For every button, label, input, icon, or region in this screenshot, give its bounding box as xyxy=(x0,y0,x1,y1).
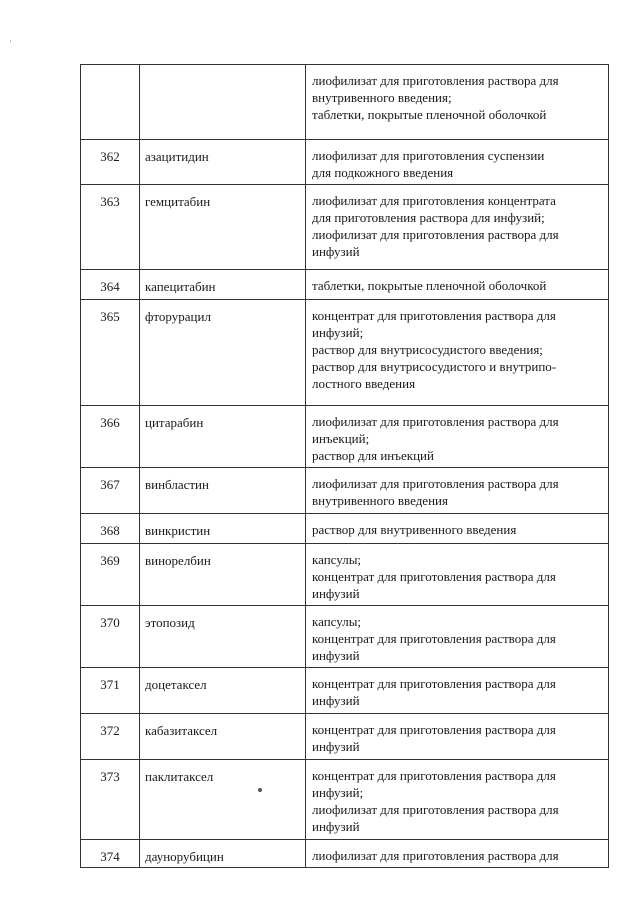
row-number: 362 xyxy=(81,140,140,185)
row-number: 373 xyxy=(81,760,140,840)
dosage-form-line: концентрат для приготовления раствора для xyxy=(312,569,556,584)
dosage-form-line: для приготовления раствора для инфузий; xyxy=(312,210,545,225)
dosage-form-line: раствор для внутрисосудистого введения; xyxy=(312,342,543,357)
dosage-form-line: инфузий xyxy=(312,819,360,834)
dosage-form-line: инфузий xyxy=(312,693,360,708)
dosage-form-line: инфузий xyxy=(312,244,360,259)
dosage-form-line: лиофилизат для приготовления раствора для xyxy=(312,802,559,817)
scan-speck xyxy=(258,788,262,792)
dosage-form-line: концентрат для приготовления раствора для xyxy=(312,308,556,323)
drug-name xyxy=(140,65,306,140)
table-row xyxy=(81,140,609,185)
table-row xyxy=(81,668,609,714)
row-number: 364 xyxy=(81,270,140,300)
drug-name: винорелбин xyxy=(140,544,306,606)
dosage-form-line: внутривенного введения xyxy=(312,493,448,508)
row-number: 372 xyxy=(81,714,140,760)
margin-mark xyxy=(10,40,11,42)
dosage-forms xyxy=(306,668,609,714)
row-number: 367 xyxy=(81,468,140,514)
dosage-form-line: таблетки, покрытые пленочной оболочкой xyxy=(312,278,547,293)
row-number: 368 xyxy=(81,514,140,544)
row-number: 369 xyxy=(81,544,140,606)
dosage-forms xyxy=(306,760,609,840)
row-number: 363 xyxy=(81,185,140,270)
table-row xyxy=(81,714,609,760)
drug-name: винбластин xyxy=(140,468,306,514)
table-row xyxy=(81,544,609,606)
dosage-forms xyxy=(306,140,609,185)
drug-name: цитарабин xyxy=(140,406,306,468)
row-number: 370 xyxy=(81,606,140,668)
table-row xyxy=(81,406,609,468)
dosage-forms xyxy=(306,514,609,544)
dosage-form-line: капсулы; xyxy=(312,552,362,567)
dosage-form-line: внутривенного введения; xyxy=(312,90,452,105)
dosage-form-line: лостного введения xyxy=(312,376,416,391)
table-row xyxy=(81,65,609,140)
row-number: 371 xyxy=(81,668,140,714)
row-number: 366 xyxy=(81,406,140,468)
dosage-form-line: инфузий; xyxy=(312,785,364,800)
drug-name: кабазитаксел xyxy=(140,714,306,760)
dosage-forms xyxy=(306,300,609,406)
dosage-form-line: таблетки, покрытые пленочной оболочкой xyxy=(312,107,547,122)
dosage-form-line: инфузий xyxy=(312,586,360,601)
dosage-forms xyxy=(306,270,609,300)
drug-name: капецитабин xyxy=(140,270,306,300)
dosage-form-line: лиофилизат для приготовления концентрата xyxy=(312,193,556,208)
table-body xyxy=(81,65,609,868)
dosage-form-line: раствор для инъекций xyxy=(312,448,434,463)
drug-name: этопозид xyxy=(140,606,306,668)
dosage-forms xyxy=(306,185,609,270)
table-row xyxy=(81,840,609,868)
table-row xyxy=(81,760,609,840)
table-row xyxy=(81,514,609,544)
dosage-forms xyxy=(306,840,609,868)
table-row xyxy=(81,606,609,668)
row-number: 374 xyxy=(81,840,140,868)
drug-name: винкристин xyxy=(140,514,306,544)
row-number: 365 xyxy=(81,300,140,406)
dosage-form-line: лиофилизат для приготовления раствора для xyxy=(312,848,559,863)
drug-name: азацитидин xyxy=(140,140,306,185)
table-row xyxy=(81,185,609,270)
table-row xyxy=(81,270,609,300)
table-row xyxy=(81,300,609,406)
dosage-forms xyxy=(306,544,609,606)
dosage-forms xyxy=(306,65,609,140)
drug-name: доцетаксел xyxy=(140,668,306,714)
dosage-form-line: инфузий xyxy=(312,648,360,663)
dosage-form-line: лиофилизат для приготовления суспензии xyxy=(312,148,545,163)
dosage-form-line: лиофилизат для приготовления раствора для xyxy=(312,414,559,429)
table-row xyxy=(81,468,609,514)
dosage-form-line: концентрат для приготовления раствора для xyxy=(312,631,556,646)
dosage-form-line: лиофилизат для приготовления раствора для xyxy=(312,73,559,88)
dosage-forms xyxy=(306,406,609,468)
row-number xyxy=(81,65,140,140)
dosage-form-line: лиофилизат для приготовления раствора для xyxy=(312,476,559,491)
dosage-form-line: для подкожного введения xyxy=(312,165,454,180)
dosage-forms xyxy=(306,468,609,514)
dosage-form-line: инфузий; xyxy=(312,325,364,340)
dosage-form-line: концентрат для приготовления раствора для xyxy=(312,768,556,783)
drug-name: даунорубицин xyxy=(140,840,306,868)
drug-name: фторурацил xyxy=(140,300,306,406)
drug-name: гемцитабин xyxy=(140,185,306,270)
dosage-forms xyxy=(306,606,609,668)
dosage-form-line: раствор для внутрисосудистого и внутрипо- xyxy=(312,359,557,374)
drug-name: паклитаксел xyxy=(140,760,306,840)
dosage-form-line: инфузий xyxy=(312,739,360,754)
dosage-form-line: лиофилизат для приготовления раствора для xyxy=(312,227,559,242)
dosage-form-line: раствор для внутривенного введения xyxy=(312,522,517,537)
dosage-form-line: концентрат для приготовления раствора для xyxy=(312,676,556,691)
dosage-forms xyxy=(306,714,609,760)
drug-list-table xyxy=(80,64,609,868)
dosage-form-line: концентрат для приготовления раствора для xyxy=(312,722,556,737)
dosage-form-line: инъекций; xyxy=(312,431,370,446)
dosage-form-line: капсулы; xyxy=(312,614,362,629)
